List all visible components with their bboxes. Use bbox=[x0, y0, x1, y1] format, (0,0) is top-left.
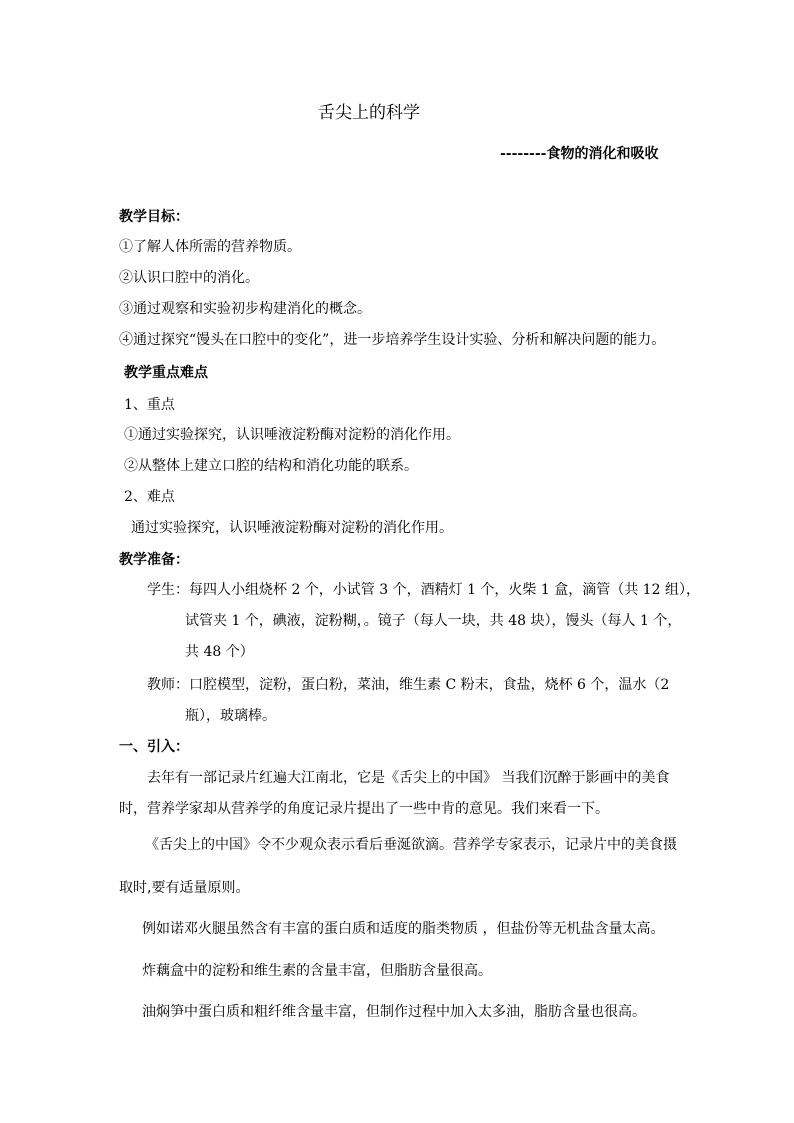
focus-label: 1、重点 bbox=[124, 397, 175, 413]
difficulty-text: 通过实验探究，认识唾液淀粉酶对淀粉的消化作用。 bbox=[131, 520, 453, 536]
objective-item: ①了解人体所需的营养物质。 bbox=[119, 239, 301, 255]
page-title: 舌尖上的科学 bbox=[318, 103, 420, 123]
objective-item: ③通过观察和实验初步构建消化的概念。 bbox=[119, 301, 371, 317]
example-line: 例如诺邓火腿虽然含有丰富的蛋白质和适度的脂类物质 ，但盐份等无机盐含量太高。 bbox=[142, 921, 665, 937]
student-materials-line: 共 48 个） bbox=[185, 644, 254, 660]
focus-item: ①通过实验探究，认识唾液淀粉酶对淀粉的消化作用。 bbox=[124, 427, 460, 443]
focus-item: ②从整体上建立口腔的结构和消化功能的联系。 bbox=[124, 458, 418, 474]
intro-paragraph-line: 时，营养学家却从营养学的角度记录片提出了一些中肯的意见。我们来看一下。 bbox=[119, 801, 609, 817]
objective-item: ②认识口腔中的消化。 bbox=[119, 270, 259, 286]
objective-item: ④通过探究“馒头在口腔中的变化”，进一步培养学生设计实验、分析和解决问题的能力。 bbox=[119, 332, 666, 348]
example-line: 油焖笋中蛋白质和粗纤维含量丰富，但制作过程中加入太多油，脂肪含量也很高。 bbox=[142, 1004, 646, 1020]
difficulty-label: 2、难点 bbox=[124, 489, 175, 505]
teacher-materials-line: 瓶），玻璃棒。 bbox=[185, 708, 276, 724]
page-subtitle: --------食物的消化和吸收 bbox=[500, 146, 659, 162]
quote-line: 取时,要有适量原则。 bbox=[119, 880, 250, 896]
preparation-heading: 教学准备： bbox=[119, 552, 189, 568]
teacher-materials-line: 教师：口腔模型，淀粉，蛋白粉，菜油，维生素 C 粉末，食盐，烧杯 6 个，温水（2 bbox=[147, 677, 670, 693]
student-materials-line: 试管夹 1 个，碘液，淀粉糊，。镜子（每人一块，共 48 块），馒头（每人 1 个， bbox=[185, 613, 682, 629]
example-line: 炸藕盒中的淀粉和维生素的含量丰富，但脂肪含量很高。 bbox=[142, 963, 492, 979]
intro-paragraph-line: 去年有一部记录片红遍大江南北，它是《舌尖上的中国》 当我们沉醉于影画中的美食 bbox=[147, 770, 670, 786]
key-points-heading: 教学重点难点 bbox=[124, 365, 208, 381]
objectives-heading: 教学目标： bbox=[119, 209, 189, 225]
quote-line: 《舌尖上的中国》令不少观众表示看后垂涎欲滴。营养学专家表示，记录片中的美食摄 bbox=[145, 837, 677, 853]
student-materials-line: 学生：每四人小组烧杯 2 个，小试管 3 个，酒精灯 1 个，火柴 1 盒，滴管（共 12 组）， bbox=[147, 582, 700, 598]
intro-heading: 一、引入： bbox=[119, 739, 189, 755]
